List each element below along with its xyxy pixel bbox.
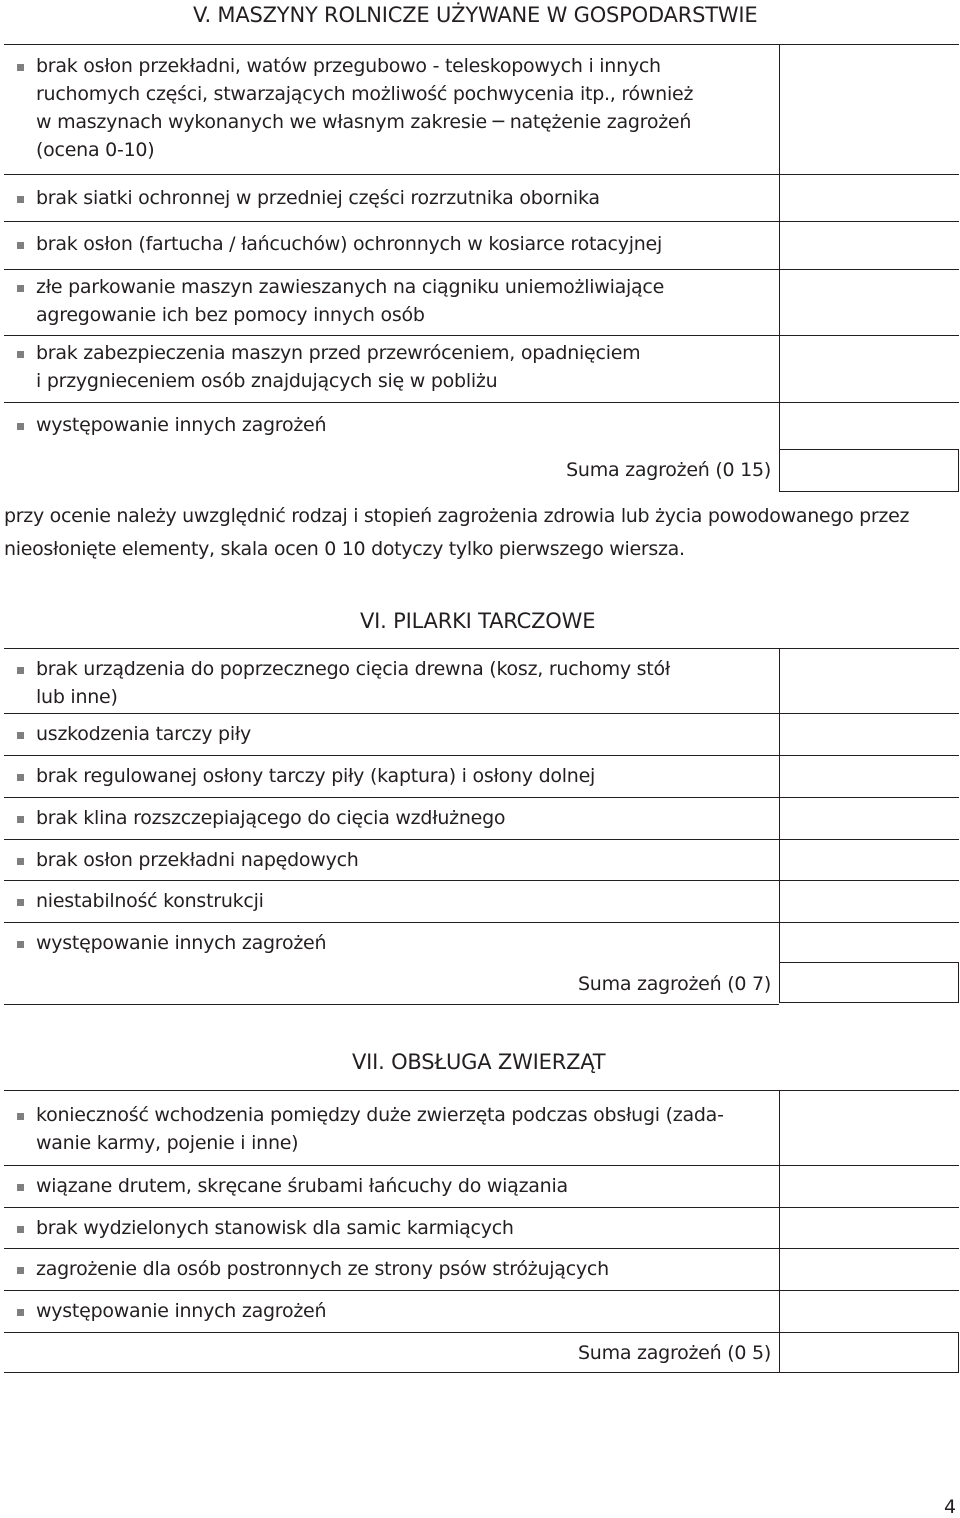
item-line: w maszynach wykonanych we własnym zakresie ─ natężenie zagrożeń [36,111,692,133]
item-line: brak siatki ochronnej w przedniej części rozrzutnika obornika [36,187,600,209]
bullet-icon [17,899,24,906]
item-line: niestabilność konstrukcji [36,890,264,912]
item-line: uszkodzenia tarczy piły [36,723,252,745]
score-cell[interactable] [779,1091,959,1165]
risk-table-machines [4,44,959,492]
section-title: VII. OBSŁUGA ZWIERZĄT [352,1050,606,1074]
item-line: brak wydzielonych stanowisk dla samic karmiących [36,1217,514,1239]
bullet-icon [17,285,24,292]
item-line: brak regulowanej osłony tarczy piły (kaptura) i osłony dolnej [36,765,596,787]
bullet-icon [17,858,24,865]
score-cell[interactable] [779,923,959,964]
score-cell[interactable] [779,1249,959,1290]
bullet-icon [17,196,24,203]
item-line: (ocena 0-10) [36,139,155,161]
table-row [4,174,959,221]
bullet-icon [17,351,24,358]
page-number: 4 [944,1496,957,1518]
score-cell[interactable] [779,714,959,755]
item-line: agregowanie ich bez pomocy innych osób [36,304,425,326]
bullet-icon [17,1226,24,1233]
item-line: brak osłon (fartucha / łańcuchów) ochronnych w kosiarce rotacyjnej [36,233,663,255]
sum-label: Suma zagrożeń (0 15) [566,459,771,481]
table-row [4,1090,959,1165]
score-cell[interactable] [779,175,959,221]
item-line: występowanie innych zagrożeń [36,1300,327,1322]
item-line: występowanie innych zagrożeń [36,414,327,436]
item-line: występowanie innych zagrożeń [36,932,327,954]
table-row [4,755,959,797]
table-row [4,1165,959,1207]
score-cell[interactable] [779,881,959,922]
bullet-icon [17,1267,24,1274]
item-line: brak zabezpieczenia maszyn przed przewróceniem, opadnięciem [36,342,641,364]
table-row [4,335,959,402]
score-cell[interactable] [779,1208,959,1248]
table-row [4,839,959,880]
item-line: konieczność wchodzenia pomiędzy duże zwierzęta podczas obsługi (zada- [36,1104,724,1126]
item-line: lub inne) [36,686,118,708]
risk-table-saws [4,648,959,1005]
score-cell[interactable] [779,270,959,335]
table-row [4,880,959,922]
item-line: brak osłon przekładni napędowych [36,849,359,871]
table-row [4,713,959,755]
score-cell[interactable] [779,1166,959,1207]
sum-cell[interactable] [779,1332,959,1373]
item-line: wanie karmy, pojenie i inne) [36,1132,299,1154]
table-row [4,797,959,839]
score-cell[interactable] [779,798,959,839]
score-cell[interactable] [779,1291,959,1332]
score-cell[interactable] [779,756,959,797]
bullet-icon [17,667,24,674]
item-line: i przygnieceniem osób znajdujących się w pobliżu [36,370,498,392]
table-row [4,1248,959,1290]
score-cell[interactable] [779,45,959,174]
bullet-icon [17,242,24,249]
item-line: ruchomych części, stwarzających możliwość pochwycenia itp., również [36,83,694,105]
section-title: V. MASZYNY ROLNICZE UŻYWANE W GOSPODARSTWIE [193,3,758,27]
bullet-icon [17,423,24,430]
table-row [4,922,959,964]
item-line: brak osłon przekładni, watów przegubowo - teleskopowych i innych [36,55,661,77]
table-row [4,1290,959,1332]
bullet-icon [17,774,24,781]
section-title: VI. PILARKI TARCZOWE [360,609,596,633]
bullet-icon [17,941,24,948]
table-row [4,269,959,335]
assessment-note: przy ocenie należy uwzględnić rodzaj i stopień zagrożenia zdrowia lub życia powodowanego przez nieosłonięte elementy, skala ocen 0 10 dotyczy tylko pierwszego wiersza. [4,505,910,560]
sum-cell[interactable] [779,962,959,1003]
bullet-icon [17,1113,24,1120]
item-line: złe parkowanie maszyn zawieszanych na ciągniku uniemożliwiające [36,276,665,298]
score-cell[interactable] [779,403,959,449]
item-line: zagrożenie dla osób postronnych ze strony psów stróżujących [36,1258,609,1280]
bullet-icon [17,816,24,823]
item-line: brak klina rozszczepiającego do cięcia wzdłużnego [36,807,506,829]
sum-label: Suma zagrożeń (0 7) [577,973,771,995]
item-line: wiązane drutem, skręcane śrubami łańcuchy do wiązania [36,1175,568,1197]
score-cell[interactable] [779,649,959,713]
sum-cell[interactable] [779,449,959,492]
bullet-icon [17,64,24,71]
table-row [4,402,959,449]
item-line: brak urządzenia do poprzecznego cięcia drewna (kosz, ruchomy stół [36,658,670,680]
table-row [4,44,959,174]
score-cell[interactable] [779,222,959,269]
table-row [4,648,959,713]
score-cell[interactable] [779,840,959,880]
risk-table-animals [4,1090,959,1373]
sum-row [4,449,959,492]
bullet-icon [17,732,24,739]
sum-label: Suma zagrożeń (0 5) [577,1342,771,1364]
table-row [4,221,959,269]
bullet-icon [17,1309,24,1316]
score-cell[interactable] [779,336,959,402]
sum-row [4,964,779,1005]
table-row [4,1207,959,1248]
bullet-icon [17,1184,24,1191]
sum-row [4,1332,779,1373]
